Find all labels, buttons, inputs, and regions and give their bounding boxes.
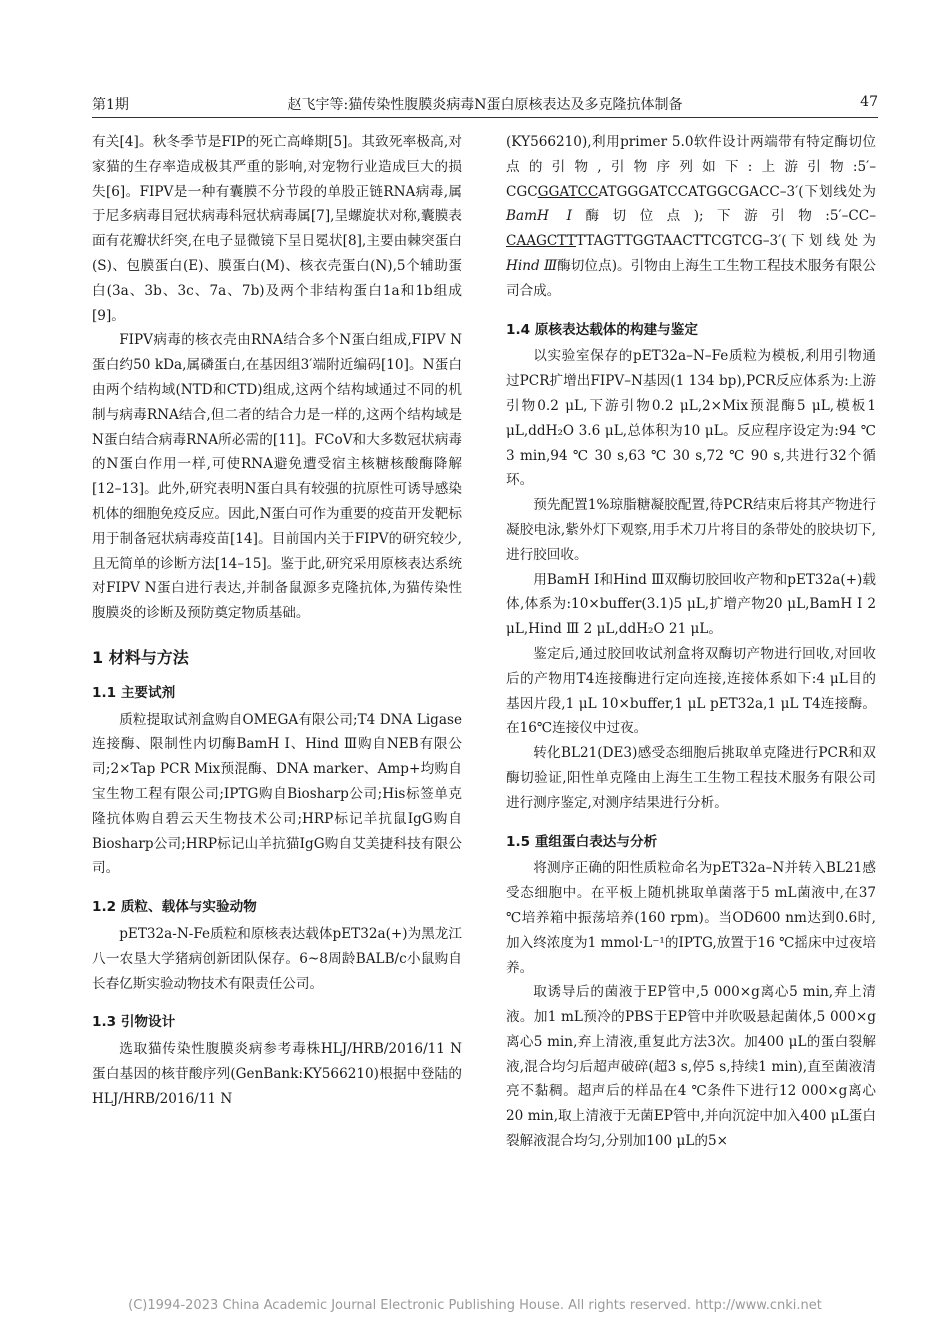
paragraph: 选取猫传染性腹膜炎病参考毒株HLJ/HRB/2016/11 N蛋白基因的核苷酸序列(GenBank:KY566210)根据中登陆的HLJ/HRB/2016/11 N	[92, 1041, 462, 1107]
text-run: 酶切位点);下游引物:5′–CC–	[585, 208, 876, 225]
copyright-footer: (C)1994-2023 China Academic Journal Electronic Publishing House. All rights reserved. http://www.cnki.net	[128, 1298, 822, 1313]
left-column	[92, 130, 462, 1111]
paragraph: 转化BL21(DE3)感受态细胞后挑取单克隆进行PCR和双酶切验证,阳性单克隆由上海生工生物工程技术服务有限公司进行测序鉴定,对测序结果进行分析。	[506, 745, 876, 811]
paragraph: 质粒提取试剂盒购自OMEGA有限公司;T4 DNA Ligase连接酶、限制性内切酶BamH Ⅰ、Hind Ⅲ购自NEB有限公司;2×Tap PCR Mix预混酶、DNA marker、Amp+均购自宝生物工程有限公司;IPTG购自Biosharp公司;His标签单克隆抗体购自碧云天生物技术公司;HRP标记羊抗鼠IgG购自Biosharp公司;HRP标记山羊抗猫IgG购自艾美捷科技有限公司。	[92, 711, 463, 877]
paragraph: FIPV病毒的核衣壳由RNA结合多个N蛋白组成,FIPV N蛋白约50 kDa,属磷蛋白,在基因组3′端附近编码[10]。N蛋白由两个结构域(NTD和CTD)组成,这两个结构域通过不同的机制与病毒RNA结合,但二者的结合力是一样的,这两个结构域是N蛋白结合病毒RNA所必需的[11]。FCoV和大多数冠状病毒的N蛋白作用一样,可使RNA避免遭受宿主核糖核酸酶降解[12–13]。此外,研究表明N蛋白具有较强的抗原性可诱导感染机体的细胞免疫反应。因此,N蛋白可作为重要的疫苗开发靶标用于制备冠状病毒疫苗[14]。目前国内关于FIPV的研究较少,且无简单的诊断方法[14–15]。鉴于此,研究采用原核表达系统对FIPV N蛋白进行表达,并制备鼠源多克隆抗体,为猫传染性腹膜炎的诊断及预防奠定物质基础。	[92, 332, 462, 622]
text-run: TTAGTTGGTAACTTCGTCG–3′(下划线处为	[575, 233, 876, 250]
paragraph: 鉴定后,通过胶回收试剂盒将双酶切产物进行回收,对回收后的产物用T4连接酶进行定向连接,连接体系如下:4 μL目的基因片段,1 μL 10×buffer,1 μL pET32a,1 μL T4连接酶。在16℃连接仪中过夜。	[506, 645, 876, 737]
subsection-heading: 1.4 原核表达载体的构建与鉴定	[506, 321, 698, 338]
paragraph: 取诱导后的菌液于EP管中,5 000×g离心5 min,弃上清液。加1 mL预冷的PBS于EP管中并吹吸悬起菌体,5 000×g离心5 min,弃上清液,重复此方法3次。加400 μL的蛋白裂解液,混合均匀后超声破碎(超3 s,停5 s,持续1 min),直至菌液清亮不黏稠。超声后的样品在4 ℃条件下进行12 000×g离心20 min,取上清液于无菌EP管中,并向沉淀中加入400 μL蛋白裂解液混合均匀,分别加100 μL的5×	[506, 984, 876, 1150]
text-run: (KY566210),利用primer 5.0软件设计两端带有特定酶切位点的引物,引物序列如下:上游引物:5′–CGC	[506, 134, 876, 200]
paragraph: 有关[4]。秋冬季节是FIP的死亡高峰期[5]。其致死率极高,对家猫的生存率造成极其严重的影响,对宠物行业造成巨大的损失[6]。FIPV是一种有囊膜不分节段的单股正链RNA病毒,属于尼多病毒目冠状病毒科冠状病毒属[7],呈螺旋状对称,囊膜表面有花瓣状纤突,在电子显微镜下呈日冕状[8],主要由棘突蛋白(S)、包膜蛋白(E)、膜蛋白(M)、核衣壳蛋白(N),5个辅助蛋白(3a、3b、3c、7a、7b)及两个非结构蛋白1a和1b组成[9]。	[92, 134, 462, 324]
text-run: ATGGGATCCATGGCGACC–3′(下划线处为	[598, 183, 876, 200]
paragraph: 预先配置1%琼脂糖凝胶配置,待PCR结束后将其产物进行凝胶电泳,紫外灯下观察,用手术刀片将目的条带处的胶块切下,进行胶回收。	[506, 497, 876, 563]
paragraph: 以实验室保存的pET32a–N–Fe质粒为模板,利用引物通过PCR扩增出FIPV–N基因(1 134 bp),PCR反应体系为:上游引物0.2 μL,下游引物0.2 μL,2×Mix预混酶5 μL,模板1 μL,ddH₂O 3.6 μL,总体积为10 μL。反应程序设定为:94 ℃ 3 min,94 ℃ 30 s,63 ℃ 30 s,72 ℃ 90 s,共进行32个循环。	[506, 348, 876, 489]
subsection-heading: 1.5 重组蛋白表达与分析	[506, 833, 658, 850]
running-header	[92, 92, 878, 116]
paragraph: pET32a-N-Fe质粒和原核表达载体pET32a(+)为黑龙江八一农垦大学猪病创新团队保存。6~8周龄BALB/c小鼠购自长春亿斯实验动物技术有限责任公司。	[92, 925, 462, 992]
section-heading: 1 材料与方法	[92, 647, 189, 667]
header-rule	[92, 117, 878, 118]
text-run: 酶切位点)。引物由上海生工生物工程技术服务有限公司合成。	[506, 257, 876, 299]
subsection-heading: 1.1 主要试剂	[92, 684, 176, 701]
enzyme-name: BamH Ⅰ	[506, 208, 586, 225]
subsection-heading: 1.2 质粒、载体与实验动物	[92, 899, 257, 916]
enzyme-name: Hind Ⅲ	[506, 257, 558, 274]
right-column	[506, 130, 876, 1154]
paragraph: 将测序正确的阳性质粒命名为pET32a–N并转入BL21感受态细胞中。在平板上随机挑取单菌落于5 mL菌液中,在37 ℃培养箱中振荡培养(160 rpm)。当OD600 nm达到0.6时,加入终浓度为1 mmol·L⁻¹的IPTG,放置于16 ℃摇床中过夜培养。	[506, 860, 876, 976]
restriction-site: GGATCC	[537, 183, 599, 200]
paragraph: 用BamH Ⅰ和Hind Ⅲ双酶切胶回收产物和pET32a(+)载体,体系为:10×buffer(3.1)5 μL,扩增产物20 μL,BamH Ⅰ 2 μL,Hind Ⅲ 2 μL,ddH₂O 21 μL。	[506, 571, 876, 638]
running-title: 赵飞宇等:猫传染性腹膜炎病毒N蛋白原核表达及多克隆抗体制备	[287, 97, 683, 113]
restriction-site: CAAGCTT	[506, 233, 576, 250]
primer-paragraph	[506, 130, 876, 304]
issue-number: 第1期	[92, 97, 129, 113]
page-number: 47	[860, 94, 878, 110]
subsection-heading: 1.3 引物设计	[92, 1014, 176, 1031]
